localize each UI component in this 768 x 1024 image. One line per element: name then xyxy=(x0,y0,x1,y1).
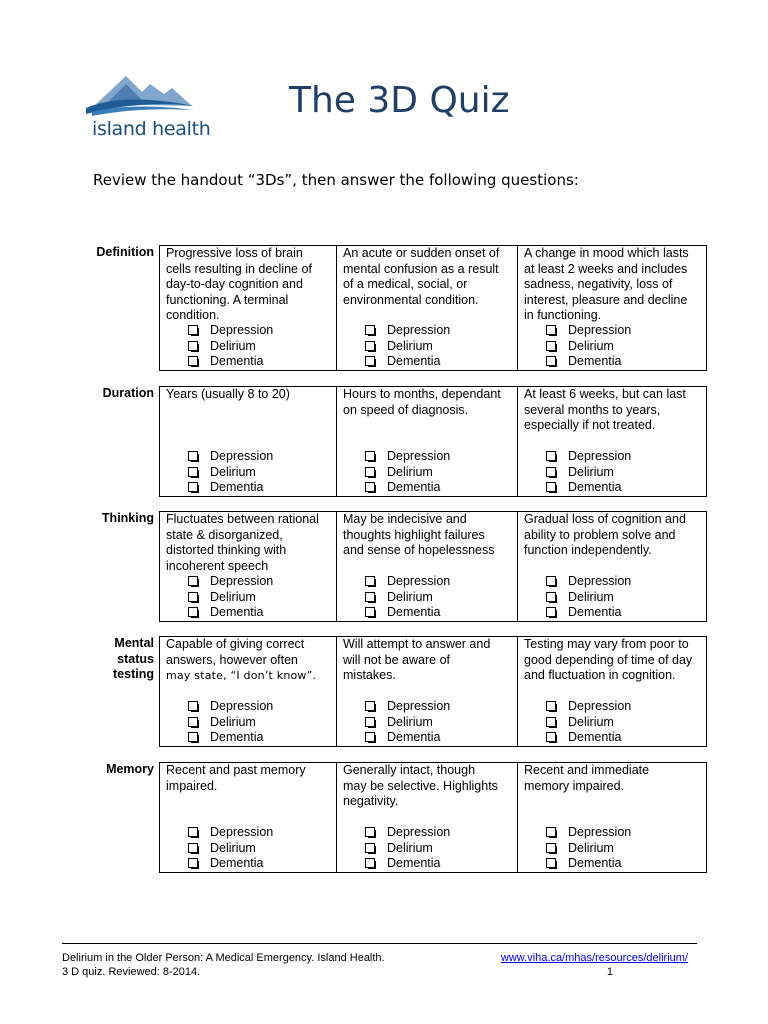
description-line: will not be aware of xyxy=(343,652,451,667)
option-label: Delirium xyxy=(568,338,614,353)
page-title: The 3D Quiz xyxy=(289,80,510,121)
cell-description xyxy=(343,387,514,418)
option-label: Delirium xyxy=(387,589,433,604)
cell-description xyxy=(166,246,333,324)
answer-cell xyxy=(517,637,706,746)
answer-cell xyxy=(336,512,517,621)
answer-cell xyxy=(336,246,517,370)
checkbox-icon[interactable] xyxy=(188,732,198,742)
option-label: Depression xyxy=(210,449,274,464)
option-dementia[interactable] xyxy=(188,479,273,495)
option-label: Delirium xyxy=(210,589,256,604)
option-list xyxy=(188,698,273,745)
description-line: condition. xyxy=(166,308,220,323)
option-depression[interactable] xyxy=(546,824,631,840)
option-delirium[interactable] xyxy=(546,840,631,856)
checkbox-icon[interactable] xyxy=(546,858,556,868)
description-line: Generally intact, though xyxy=(343,763,476,777)
checkbox-icon[interactable] xyxy=(546,732,556,742)
option-label: Delirium xyxy=(210,464,256,479)
option-delirium[interactable] xyxy=(188,464,273,480)
option-label: Depression xyxy=(210,699,274,714)
checkbox-icon[interactable] xyxy=(365,701,375,711)
option-delirium[interactable] xyxy=(546,714,631,730)
checkbox-icon[interactable] xyxy=(188,592,198,602)
description-line: sadness, negativity, loss of xyxy=(524,277,673,292)
option-label: Depression xyxy=(568,699,632,714)
checkbox-icon[interactable] xyxy=(365,467,375,477)
row-label-line: Thinking xyxy=(101,511,154,525)
option-label: Depression xyxy=(568,449,632,464)
description-line: mistakes. xyxy=(343,668,396,683)
option-depression[interactable] xyxy=(188,322,273,338)
option-label: Delirium xyxy=(568,714,614,729)
description-line: Testing may vary from poor to xyxy=(524,637,689,651)
checkbox-icon[interactable] xyxy=(188,701,198,711)
option-label: Dementia xyxy=(387,354,441,369)
description-line: Progressive loss of brain xyxy=(166,246,303,260)
checkbox-icon[interactable] xyxy=(546,482,556,492)
option-list xyxy=(546,448,631,495)
description-line: interest, pleasure and decline xyxy=(524,292,688,307)
description-line: thoughts highlight failures xyxy=(343,527,485,542)
description-line: good depending of time of day xyxy=(524,652,693,667)
checkbox-icon[interactable] xyxy=(546,843,556,853)
description-line: An acute or sudden onset of xyxy=(343,246,500,260)
option-delirium[interactable] xyxy=(546,589,631,605)
checkbox-icon[interactable] xyxy=(365,607,375,617)
option-depression[interactable] xyxy=(365,824,450,840)
answer-cell xyxy=(160,512,336,621)
description-line: Years (usually 8 to 20) xyxy=(166,387,290,401)
logo-wordmark: island health xyxy=(92,118,211,140)
checkbox-icon[interactable] xyxy=(365,592,375,602)
checkbox-icon[interactable] xyxy=(188,451,198,461)
answer-cell xyxy=(517,387,706,496)
answer-cell xyxy=(517,512,706,621)
answer-cell xyxy=(517,246,706,370)
row-label xyxy=(106,762,154,778)
description-line: functioning. A terminal xyxy=(166,292,289,307)
option-label: Delirium xyxy=(210,338,256,353)
cell-description xyxy=(524,763,703,794)
option-delirium[interactable] xyxy=(365,464,450,480)
option-label: Depression xyxy=(568,323,632,338)
question-row xyxy=(0,636,768,747)
option-list xyxy=(365,448,450,495)
description-line: mental confusion as a result xyxy=(343,261,499,276)
description-line: function independently. xyxy=(524,543,652,558)
description-line: May be indecisive and xyxy=(343,512,467,526)
option-list xyxy=(365,573,450,620)
checkbox-icon[interactable] xyxy=(365,858,375,868)
option-label: Depression xyxy=(210,825,274,840)
checkbox-icon[interactable] xyxy=(546,356,556,366)
option-delirium[interactable] xyxy=(365,840,450,856)
resource-link[interactable]: www.viha.ca/mhas/resources/delirium/ xyxy=(500,952,688,964)
option-depression[interactable] xyxy=(546,448,631,464)
checkbox-icon[interactable] xyxy=(546,717,556,727)
option-label: Delirium xyxy=(568,840,614,855)
row-label-line: status xyxy=(117,651,154,666)
option-list xyxy=(546,322,631,369)
option-dementia[interactable] xyxy=(188,353,273,369)
cell-description xyxy=(166,512,333,574)
checkbox-icon[interactable] xyxy=(365,325,375,335)
option-delirium[interactable] xyxy=(546,464,631,480)
option-depression[interactable] xyxy=(365,448,450,464)
option-dementia[interactable] xyxy=(365,729,450,745)
option-label: Delirium xyxy=(568,589,614,604)
option-delirium[interactable] xyxy=(188,589,273,605)
checkbox-icon[interactable] xyxy=(188,607,198,617)
checkbox-icon[interactable] xyxy=(188,827,198,837)
row-label xyxy=(103,386,154,402)
checkbox-icon[interactable] xyxy=(365,843,375,853)
option-dementia[interactable] xyxy=(546,729,631,745)
checkbox-icon[interactable] xyxy=(365,356,375,366)
option-label: Dementia xyxy=(210,730,264,745)
option-list xyxy=(365,824,450,871)
option-label: Dementia xyxy=(387,856,441,871)
description-line: may be selective. Highlights xyxy=(343,778,498,793)
option-label: Dementia xyxy=(568,605,622,620)
checkbox-icon[interactable] xyxy=(546,325,556,335)
option-list xyxy=(365,322,450,369)
cell-description xyxy=(524,387,703,434)
checkbox-icon[interactable] xyxy=(188,356,198,366)
option-delirium[interactable] xyxy=(188,338,273,354)
option-dementia[interactable] xyxy=(188,604,273,620)
option-depression[interactable] xyxy=(546,573,631,589)
checkbox-icon[interactable] xyxy=(188,717,198,727)
row-label xyxy=(102,511,154,527)
description-line: A change in mood which lasts xyxy=(524,246,689,260)
description-line: distorted thinking with xyxy=(166,543,287,558)
option-label: Depression xyxy=(387,323,451,338)
cell-description xyxy=(343,637,514,684)
option-depression[interactable] xyxy=(365,698,450,714)
footer-citation xyxy=(62,951,385,979)
question-row xyxy=(0,762,768,873)
description-line: negativity. xyxy=(343,794,399,809)
row-label-line: Memory xyxy=(106,762,154,776)
option-delirium[interactable] xyxy=(365,589,450,605)
checkbox-icon[interactable] xyxy=(546,451,556,461)
instructions: Review the handout “3Ds”, then answer the following questions: xyxy=(93,171,579,189)
description-line: Gradual loss of cognition and xyxy=(524,512,686,526)
answer-cell xyxy=(517,763,706,872)
option-delirium[interactable] xyxy=(188,840,273,856)
row-label-line: Mental xyxy=(114,636,154,650)
row-label-line: Duration xyxy=(102,386,154,400)
option-list xyxy=(188,448,273,495)
option-dementia[interactable] xyxy=(188,855,273,871)
answer-cell xyxy=(336,637,517,746)
option-label: Delirium xyxy=(387,338,433,353)
option-depression[interactable] xyxy=(546,698,631,714)
description-line: day-to-day cognition and xyxy=(166,277,303,292)
row-label xyxy=(113,636,154,683)
checkbox-icon[interactable] xyxy=(188,341,198,351)
cell-description xyxy=(524,637,703,684)
option-list xyxy=(188,322,273,369)
option-list xyxy=(188,824,273,871)
checkbox-icon[interactable] xyxy=(188,482,198,492)
row-label-line: testing xyxy=(113,667,154,682)
option-depression[interactable] xyxy=(365,573,450,589)
description-line: Recent and immediate xyxy=(524,763,650,777)
option-label: Delirium xyxy=(210,840,256,855)
option-dementia[interactable] xyxy=(365,353,450,369)
option-depression[interactable] xyxy=(188,698,273,714)
option-list xyxy=(188,573,273,620)
option-list xyxy=(546,573,631,620)
cell-description xyxy=(166,637,333,684)
checkbox-icon[interactable] xyxy=(365,576,375,586)
checkbox-icon[interactable] xyxy=(546,341,556,351)
description-line: several months to years, xyxy=(524,402,661,417)
option-label: Dementia xyxy=(568,730,622,745)
description-line: memory impaired. xyxy=(524,778,625,793)
checkbox-icon[interactable] xyxy=(365,827,375,837)
option-delirium[interactable] xyxy=(546,338,631,354)
cell-description xyxy=(166,763,333,794)
option-label: Dementia xyxy=(387,480,441,495)
option-label: Delirium xyxy=(568,464,614,479)
description-line: Capable of giving correct xyxy=(166,637,305,651)
checkbox-icon[interactable] xyxy=(188,858,198,868)
option-depression[interactable] xyxy=(546,322,631,338)
description-line: at least 2 weeks and includes xyxy=(524,261,688,276)
question-row xyxy=(0,245,768,371)
page-number: 1 xyxy=(606,966,613,978)
option-dementia[interactable] xyxy=(365,604,450,620)
answer-grid xyxy=(159,762,707,873)
option-list xyxy=(365,698,450,745)
description-line: ability to problem solve and xyxy=(524,527,676,542)
option-label: Dementia xyxy=(387,730,441,745)
answer-cell xyxy=(160,637,336,746)
option-list xyxy=(546,824,631,871)
description-line: Fluctuates between rational xyxy=(166,512,319,526)
description-line: on speed of diagnosis. xyxy=(343,402,469,417)
checkbox-icon[interactable] xyxy=(365,732,375,742)
checkbox-icon[interactable] xyxy=(365,341,375,351)
description-line: answers, however often xyxy=(166,652,299,667)
option-label: Dementia xyxy=(568,354,622,369)
answer-cell xyxy=(336,763,517,872)
checkbox-icon[interactable] xyxy=(546,576,556,586)
checkbox-icon[interactable] xyxy=(365,482,375,492)
answer-grid xyxy=(159,636,707,747)
option-dementia[interactable] xyxy=(546,855,631,871)
option-label: Depression xyxy=(210,574,274,589)
option-dementia[interactable] xyxy=(188,729,273,745)
row-label xyxy=(96,245,154,261)
option-delirium[interactable] xyxy=(365,338,450,354)
option-dementia[interactable] xyxy=(365,855,450,871)
option-label: Delirium xyxy=(387,464,433,479)
cell-description xyxy=(524,512,703,559)
checkbox-icon[interactable] xyxy=(546,827,556,837)
description-line: environmental condition. xyxy=(343,292,479,307)
checkbox-icon[interactable] xyxy=(188,325,198,335)
cell-description xyxy=(343,763,514,810)
option-dementia[interactable] xyxy=(546,604,631,620)
answer-cell xyxy=(160,387,336,496)
description-line: and fluctuation in cognition. xyxy=(524,668,676,683)
option-label: Depression xyxy=(387,825,451,840)
option-label: Depression xyxy=(210,323,274,338)
option-depression[interactable] xyxy=(188,448,273,464)
option-dementia[interactable] xyxy=(546,479,631,495)
option-label: Depression xyxy=(387,449,451,464)
mountains-icon xyxy=(84,72,196,118)
option-label: Dementia xyxy=(210,605,264,620)
footer-divider xyxy=(62,943,697,944)
option-label: Depression xyxy=(568,825,632,840)
question-row xyxy=(0,511,768,622)
checkbox-icon[interactable] xyxy=(365,451,375,461)
description-line: Hours to months, dependant xyxy=(343,387,501,401)
option-label: Delirium xyxy=(387,840,433,855)
checkbox-icon[interactable] xyxy=(546,592,556,602)
answer-grid xyxy=(159,386,707,497)
checkbox-icon[interactable] xyxy=(188,467,198,477)
option-label: Depression xyxy=(387,574,451,589)
description-line: Recent and past memory xyxy=(166,763,306,777)
option-label: Dementia xyxy=(210,354,264,369)
cell-description xyxy=(343,246,514,308)
option-dementia[interactable] xyxy=(546,353,631,369)
footer-right xyxy=(501,951,688,979)
option-delirium[interactable] xyxy=(188,714,273,730)
option-delirium[interactable] xyxy=(365,714,450,730)
option-depression[interactable] xyxy=(188,824,273,840)
option-label: Dementia xyxy=(210,856,264,871)
option-label: Depression xyxy=(568,574,632,589)
checkbox-icon[interactable] xyxy=(188,576,198,586)
checkbox-icon[interactable] xyxy=(546,607,556,617)
checkbox-icon[interactable] xyxy=(546,701,556,711)
description-line: At least 6 weeks, but can last xyxy=(524,387,686,401)
footer-citation-line-1: Delirium in the Older Person: A Medical Emergency. Island Health. xyxy=(62,952,385,964)
option-label: Dementia xyxy=(210,480,264,495)
option-label: Dementia xyxy=(387,605,441,620)
question-row xyxy=(0,386,768,497)
option-dementia[interactable] xyxy=(365,479,450,495)
description-line: Will attempt to answer and xyxy=(343,637,491,651)
option-label: Delirium xyxy=(210,714,256,729)
option-depression[interactable] xyxy=(188,573,273,589)
option-label: Dementia xyxy=(568,480,622,495)
option-label: Dementia xyxy=(568,856,622,871)
option-label: Delirium xyxy=(387,714,433,729)
description-line: may state, “I don’t know”. xyxy=(166,669,317,683)
description-line: state & disorganized, xyxy=(166,527,283,542)
option-label: Depression xyxy=(387,699,451,714)
option-list xyxy=(546,698,631,745)
row-label-line: Definition xyxy=(96,245,154,259)
answer-grid xyxy=(159,245,707,371)
answer-cell xyxy=(160,246,336,370)
answer-grid xyxy=(159,511,707,622)
cell-description xyxy=(343,512,514,559)
checkbox-icon[interactable] xyxy=(188,843,198,853)
description-line: cells resulting in decline of xyxy=(166,261,312,276)
cell-description xyxy=(524,246,703,324)
description-line: of a medical, social, or xyxy=(343,277,468,292)
answer-cell xyxy=(160,763,336,872)
option-depression[interactable] xyxy=(365,322,450,338)
description-line: impaired. xyxy=(166,778,218,793)
answer-cell xyxy=(336,387,517,496)
checkbox-icon[interactable] xyxy=(365,717,375,727)
cell-description xyxy=(166,387,333,403)
description-line: incoherent speech xyxy=(166,558,269,573)
footer-citation-line-2: 3 D quiz. Reviewed: 8-2014. xyxy=(62,966,201,978)
checkbox-icon[interactable] xyxy=(546,467,556,477)
description-line: in functioning. xyxy=(524,308,602,323)
description-line: especially if not treated. xyxy=(524,418,656,433)
description-line: and sense of hopelessness xyxy=(343,543,495,558)
